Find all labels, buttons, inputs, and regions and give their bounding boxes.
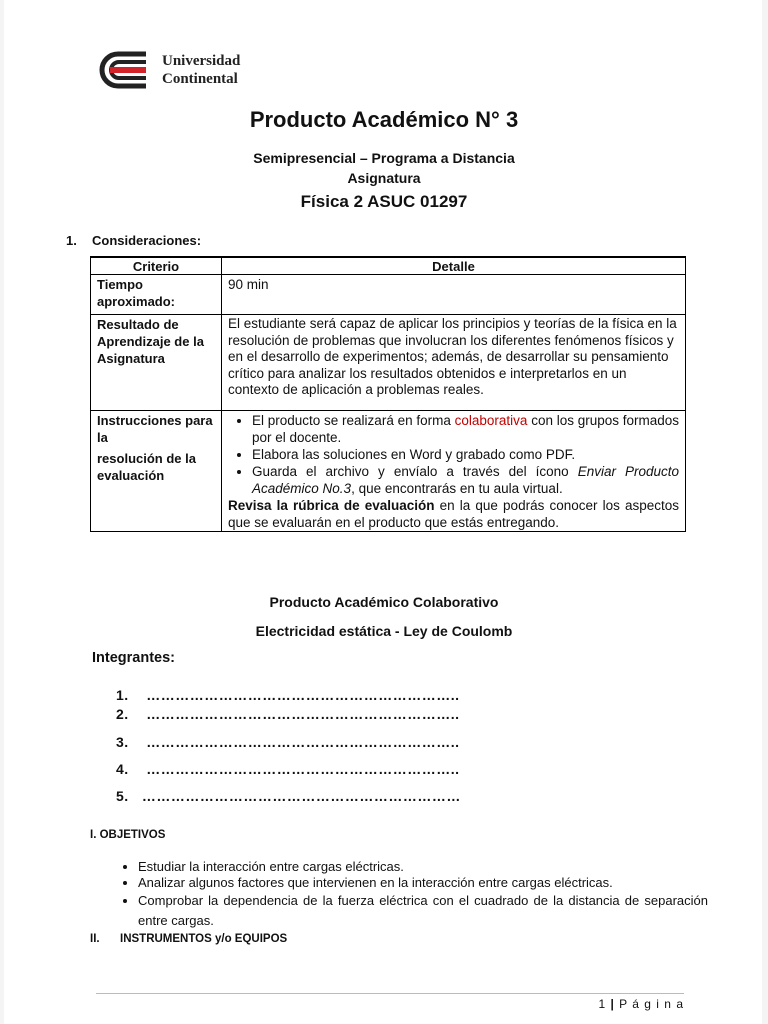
list-item: • Comprobar la dependencia de la fuerza eléctrica con el cuadrado de la distancia de separación entre cargas. — [138, 891, 708, 931]
list-item: • Estudiar la interacción entre cargas eléctricas. — [138, 859, 708, 875]
instruments-number: II. — [90, 933, 100, 945]
instruction-text: , que encontrarás en tu aula virtual. — [351, 481, 563, 496]
logo-line-2: Continental — [162, 71, 238, 87]
considerations-table — [90, 256, 686, 532]
member-blank: ………………………………………………………… — [141, 788, 461, 804]
members-label: Integrantes: — [92, 650, 175, 666]
list-item — [252, 463, 679, 497]
page-footer — [564, 997, 684, 1011]
product-topic: Electricidad estática - Ley de Coulomb — [255, 623, 513, 639]
member-blank: ……………………………………………………….. — [146, 734, 460, 750]
objectives-list — [114, 859, 708, 931]
member-line — [116, 687, 460, 703]
instruments-heading: INSTRUMENTOS y/o EQUIPOS — [120, 933, 288, 945]
modality-text: Semipresencial – Programa a Distancia — [253, 150, 515, 166]
member-number: 1. — [116, 687, 129, 703]
subject-label: Asignatura — [347, 170, 421, 186]
section-number: 1. — [66, 233, 77, 248]
member-line — [116, 734, 460, 750]
column-header-detail: Detalle — [222, 257, 686, 275]
member-number: 2. — [116, 706, 129, 722]
page-word: P á g i n a — [619, 997, 684, 1011]
logo-mark-icon — [96, 48, 156, 92]
member-line — [116, 706, 460, 722]
logo-text — [162, 52, 240, 88]
member-blank: ……………………………………………………….. — [146, 706, 460, 722]
criteria-cell: Resultado de Aprendizaje de la Asignatura — [91, 315, 222, 411]
column-header-criteria: Criterio — [91, 257, 222, 275]
member-line — [116, 761, 460, 777]
member-number: 4. — [116, 761, 129, 777]
criteria-line-2: resolución de la evaluación — [97, 451, 196, 483]
instruction-text: con los grupos formados por el docente. — [252, 413, 680, 445]
table-header-row — [91, 257, 686, 275]
instruction-text: Elabora las soluciones en Word y grabado como PDF. — [252, 447, 576, 462]
criteria-cell — [91, 411, 222, 532]
detail-cell — [222, 411, 686, 532]
subject-name: Física 2 ASUC 01297 — [300, 192, 468, 211]
section-heading-considerations: Consideraciones: — [92, 233, 202, 248]
table-row — [91, 315, 686, 411]
member-line — [116, 788, 461, 804]
product-title: Producto Académico Colaborativo — [269, 594, 499, 610]
highlight-text: colaborativa — [454, 413, 528, 428]
table-row — [91, 275, 686, 315]
document-title: Producto Académico N° 3 — [249, 107, 519, 132]
table-row — [91, 411, 686, 532]
university-logo — [96, 48, 256, 92]
instruction-text: Guarda el archivo y envíalo a través del ícono — [252, 464, 569, 479]
member-blank: ……………………………………………………….. — [146, 687, 460, 703]
member-number: 3. — [116, 734, 129, 750]
criteria-line-1: Instrucciones para la — [97, 413, 213, 445]
page-number: 1 — [598, 997, 607, 1011]
detail-cell: El estudiante será capaz de aplicar los principios y teorías de la física en la resolución de problemas que involucran los diferentes fenómenos físicos y en el desarrollo de experimentos; además, de desarrollar su pensamiento crítico para analizar los resultados obtenidos e interpretarlos en un contexto de aplicación a problemas reales. — [222, 315, 686, 411]
footer-separator: | — [610, 997, 615, 1011]
list-item: • Analizar algunos factores que intervienen en la interacción entre cargas eléctricas. — [138, 875, 708, 891]
member-blank: ……………………………………………………….. — [146, 761, 460, 777]
list-item — [252, 446, 679, 463]
logo-line-1: Universidad — [162, 53, 241, 69]
criteria-cell: Tiempo aproximado: — [91, 275, 222, 315]
instruction-text: El producto se realizará en forma — [252, 413, 451, 428]
footer-divider — [96, 993, 684, 994]
italic-text: Enviar Producto Académico No.3 — [252, 464, 679, 496]
detail-cell: 90 min — [222, 275, 686, 315]
member-number: 5. — [116, 788, 129, 804]
rubric-text: en la que podrás conocer los aspectos que se evaluarán en el producto que estás entregando. — [228, 498, 679, 530]
document-page — [4, 0, 762, 1024]
rubric-note — [228, 497, 679, 531]
instructions-list — [228, 412, 679, 497]
rubric-bold-text: Revisa la rúbrica de evaluación — [228, 498, 435, 513]
list-item — [252, 412, 679, 446]
objectives-heading: I. OBJETIVOS — [90, 829, 166, 841]
